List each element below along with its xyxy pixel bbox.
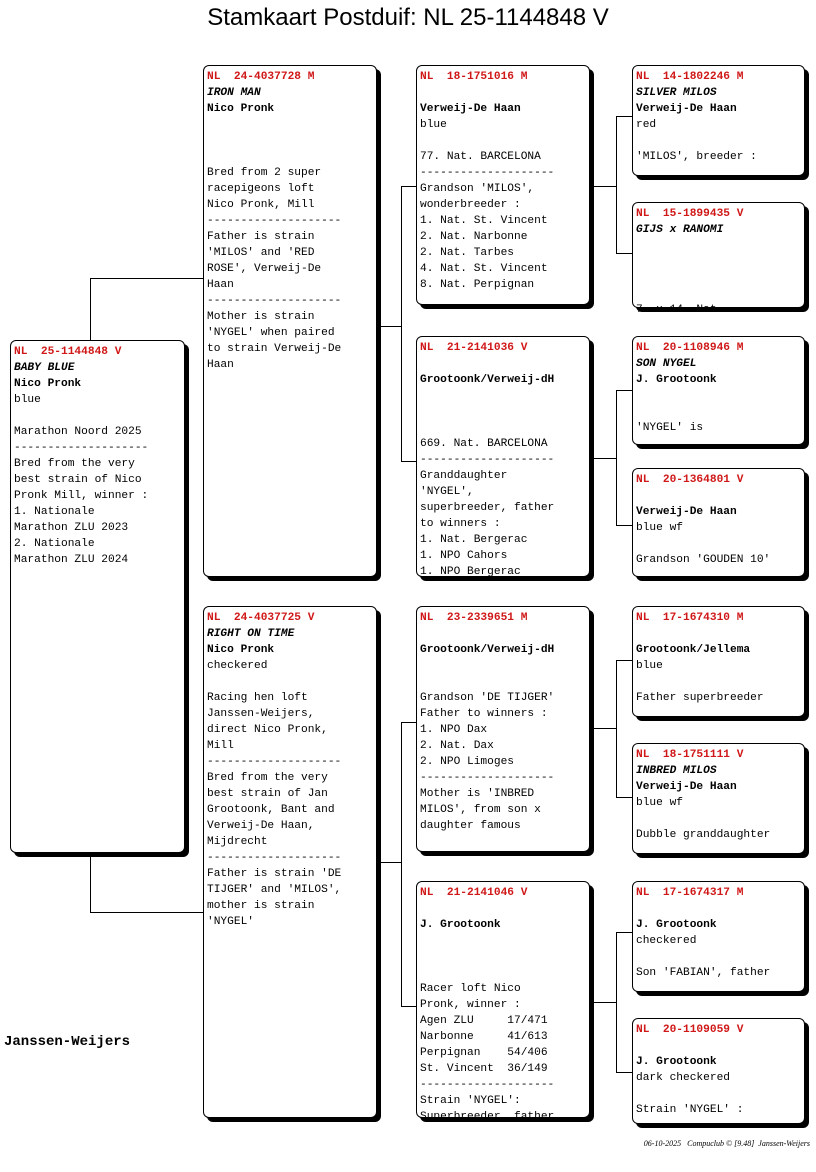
pigeon-card-fff[interactable] [632,65,805,176]
note-line: Father is strain 'DE [207,868,342,880]
note-line [420,404,589,420]
pigeon-name: IRON MAN [207,87,261,99]
note-line: Father superbreeder [636,692,764,704]
note-line: 2. NPO Limoges [420,756,514,768]
note-line: Dubble granddaughter [636,829,771,841]
note-line: Marathon Noord 2025 [14,426,142,438]
connector-line [590,458,616,459]
note-line: 'MILOS', breeder : [636,151,757,163]
breeder-name: J. Grootoonk [636,919,717,931]
breeder-name [636,238,804,254]
note-line: Mijdrecht [207,836,268,848]
pigeon-color: blue wf [636,797,683,809]
note-line: racepigeons loft [207,183,315,195]
note-line: -------------------- [420,1079,555,1091]
pigeon-color: checkered [207,660,268,672]
pigeon-name [636,1038,804,1054]
note-line: wonderbreeder : [420,199,521,211]
note-line: Perpignan 54/406 [420,1047,548,1059]
note-line: 1. NPO Cahors [420,550,508,562]
ring-number: NL 20-1108946 M [636,342,744,354]
pigeon-color [636,388,804,404]
breeder-name: J. Grootoonk [636,1056,717,1068]
pigeon-card-mmf[interactable] [632,881,805,992]
note-line: Pronk, winner : [420,999,521,1011]
note-line: Racing hen loft [207,692,308,704]
pigeon-name: BABY BLUE [14,362,75,374]
note-line: -------------------- [420,772,555,784]
breeder-name: J. Grootoonk [636,374,717,386]
pigeon-name [420,356,589,372]
pigeon-card-mother[interactable] [203,606,377,1118]
note-line: Grandson 'DE TIJGER' [420,692,555,704]
note-line [420,420,589,436]
connector-line [616,660,617,797]
pigeon-color [636,254,804,270]
note-line: -------------------- [420,454,555,466]
note-line [420,674,589,690]
pigeon-name [636,626,804,642]
pigeon-card-father-mother[interactable] [416,336,590,577]
note-line: daughter famous [420,820,521,832]
ring-number: NL 24-4037728 M [207,71,315,83]
note-line: 'NYGEL' is [636,422,704,434]
ring-number: NL 20-1364801 V [636,474,744,486]
connector-line [90,912,204,913]
note-line [636,811,804,827]
breeder-name: Verweij-De Haan [636,506,737,518]
pigeon-name [636,488,804,504]
pigeon-color: blue wf [636,522,683,534]
note-line [636,536,804,552]
note-line: 4. Nat. St. Vincent [420,263,548,275]
note-line: best strain of Jan [207,788,328,800]
note-line: 2. Nat. Tarbes [420,247,514,259]
pigeon-name: SILVER MILOS [636,87,717,99]
note-line: 77. Nat. BARCELONA [420,151,541,163]
note-line [207,133,376,149]
note-line: -------------------- [207,215,342,227]
pigeon-color [420,933,589,949]
footer-text: 06-10-2025 Compuclub © [9.48] Janssen-Weijers [643,1139,810,1148]
note-line: Grandson 'MILOS', [420,183,535,195]
breeder-name: Verweij-De Haan [420,103,521,115]
pigeon-color: blue [420,119,447,131]
pigeon-card-mother-mother[interactable] [416,881,590,1123]
breeder-name: Grootoonk/Verweij-dH [420,644,555,656]
pigeon-color [420,658,589,674]
note-line: 1. Nationale [14,506,95,518]
note-line [14,408,184,424]
ring-number: NL 14-1802246 M [636,71,744,83]
note-line: Father to winners : [420,708,548,720]
note-line: 2. Nat. Dax [420,740,494,752]
connector-line [616,116,633,117]
note-line: Strain 'NYGEL' : [636,1104,744,1116]
note-line [207,674,376,690]
note-line: 1. Nat. Bergerac [420,534,528,546]
note-line: Mother is strain [207,311,315,323]
note-line: -------------------- [207,756,342,768]
connector-line [590,728,616,729]
note-line: direct Nico Pronk, [207,724,328,736]
note-line: Superbreeder, father [420,1111,555,1123]
breeder-name: Grootoonk/Jellema [636,644,751,656]
ring-number: NL 18-1751016 M [420,71,528,83]
note-line: Grandson 'GOUDEN 10' [636,554,771,566]
connector-line [401,186,402,461]
note-line: -------------------- [14,442,149,454]
pigeon-card-subject[interactable] [10,340,185,853]
connector-line [401,186,417,187]
note-line: Haan [207,279,234,291]
connector-line [401,722,417,723]
note-line [636,1086,804,1102]
note-line: 'NYGEL', [420,486,474,498]
breeder-name: J. Grootoonk [420,919,501,931]
note-line [636,674,804,690]
note-line: Son 'FABIAN', father [636,967,771,979]
ring-number: NL 17-1674310 M [636,612,744,624]
pigeon-color: checkered [636,935,697,947]
connector-line [616,1072,633,1073]
note-line: Narbonne 41/613 [420,1031,548,1043]
note-line: 'MILOS' and 'RED [207,247,315,259]
note-line: 2. Nationale [14,538,95,550]
breeder-name: Grootoonk/Verweij-dH [420,374,555,386]
pigeon-name: INBRED MILOS [636,765,717,777]
note-line [420,133,589,149]
connector-line [616,253,633,254]
pigeon-name: GIJS x RANOMI [636,224,724,236]
note-line [420,949,589,965]
note-line: Mill [207,740,234,752]
pigeon-name [420,626,589,642]
note-line: 1. Nat. St. Vincent [420,215,548,227]
note-line: Strain 'NYGEL': [420,1095,521,1107]
note-line: Bred from the very [14,458,135,470]
connector-line [377,326,401,327]
note-line: Grootoonk, Bant and [207,804,335,816]
note-line: 7. x 14. Nat. [636,304,724,316]
pigeon-color: dark checkered [636,1072,730,1084]
connector-line [90,278,91,340]
pigeon-card-ffm[interactable] [632,202,805,316]
note-line [636,133,804,149]
note-line: Bred from the very [207,772,328,784]
ring-number: NL 21-2141036 V [420,342,528,354]
ring-number: NL 15-1899435 V [636,208,744,220]
connector-line [401,1006,417,1007]
note-line: -------------------- [420,167,555,179]
note-line [636,949,804,965]
connector-line [401,722,402,1006]
pigeon-card-father-father[interactable] [416,65,590,305]
pigeon-card-mfm[interactable] [632,743,805,854]
note-line: 669. Nat. BARCELONA [420,438,548,450]
pigeon-name [636,901,804,917]
owner-label: Janssen-Weijers [4,1034,131,1050]
pigeon-color: blue [14,394,41,406]
note-line [207,149,376,165]
note-line: TIJGER' and 'MILOS', [207,884,342,896]
connector-line [590,1002,616,1003]
note-line [636,404,804,420]
note-line: Agen ZLU 17/471 [420,1015,548,1027]
page-title: Stamkaart Postduif: NL 25-1144848 V [207,4,609,31]
note-line: ROSE', Verweij-De [207,263,322,275]
pigeon-card-fmf[interactable] [632,336,805,445]
pigeon-name: RIGHT ON TIME [207,628,295,640]
note-line: 1. NPO Dax [420,724,488,736]
pigeon-color: red [636,119,657,131]
ring-number: NL 24-4037725 V [207,612,315,624]
pigeon-card-mff[interactable] [632,606,805,717]
note-line: -------------------- [207,852,342,864]
note-line: to winners : [420,518,501,530]
connector-line [90,278,204,279]
connector-line [616,932,633,933]
ring-number: NL 20-1109059 V [636,1024,744,1036]
pigeon-card-fmm[interactable] [632,468,805,577]
note-line [636,270,804,286]
pigeon-color [207,117,376,133]
note-line: Bred from 2 super [207,167,322,179]
connector-line [616,390,617,525]
note-line: St. Vincent 36/149 [420,1063,548,1075]
note-line: Nico Pronk, Mill [207,199,315,211]
ring-number: NL 21-2141046 V [420,887,528,899]
breeder-name: Nico Pronk [14,378,82,390]
note-line: superbreeder, father [420,502,555,514]
note-line: Pronk Mill, winner : [14,490,149,502]
note-line: Racer loft Nico [420,983,521,995]
connector-line [616,797,633,798]
connector-line [377,862,401,863]
breeder-name: Verweij-De Haan [636,103,737,115]
note-line: 8. Nat. Perpignan [420,279,535,291]
note-line: Haan [207,359,234,371]
note-line: Father is strain [207,231,315,243]
pigeon-name [420,901,589,917]
connector-line [616,116,617,253]
connector-line [401,461,417,462]
note-line: best strain of Nico [14,474,142,486]
pigeon-name [420,85,589,101]
pigeon-card-mother-father[interactable] [416,606,590,852]
connector-line [590,186,616,187]
note-line: Marathon ZLU 2023 [14,522,129,534]
connector-line [90,852,91,912]
note-line [420,965,589,981]
note-line: Verweij-De Haan, [207,820,315,832]
pigeon-card-mmm[interactable] [632,1018,805,1124]
note-line: Janssen-Weijers, [207,708,315,720]
breeder-name: Nico Pronk [207,644,275,656]
pigeon-color [420,388,589,404]
note-line: MILOS', from son x [420,804,541,816]
pigeon-name: SON NYGEL [636,358,697,370]
ring-number: NL 25-1144848 V [14,346,122,358]
ring-number: NL 18-1751111 V [636,749,744,761]
connector-line [616,525,633,526]
connector-line [616,390,633,391]
breeder-name: Nico Pronk [207,103,275,115]
note-line: Marathon ZLU 2024 [14,554,129,566]
note-line: 1. NPO Bergerac [420,566,521,578]
note-line [636,286,804,302]
pigeon-color: blue [636,660,663,672]
note-line: Mother is 'INBRED [420,788,535,800]
connector-line [616,932,617,1072]
note-line: mother is strain [207,900,315,912]
breeder-name: Verweij-De Haan [636,781,737,793]
note-line: 'NYGEL' [207,916,254,928]
ring-number: NL 23-2339651 M [420,612,528,624]
note-line: 2. Nat. Narbonne [420,231,528,243]
note-line: Granddaughter [420,470,508,482]
ring-number: NL 17-1674317 M [636,887,744,899]
connector-line [616,660,633,661]
pigeon-card-father[interactable] [203,65,377,577]
note-line: 'NYGEL' when paired [207,327,335,339]
note-line: to strain Verweij-De [207,343,342,355]
note-line: -------------------- [207,295,342,307]
